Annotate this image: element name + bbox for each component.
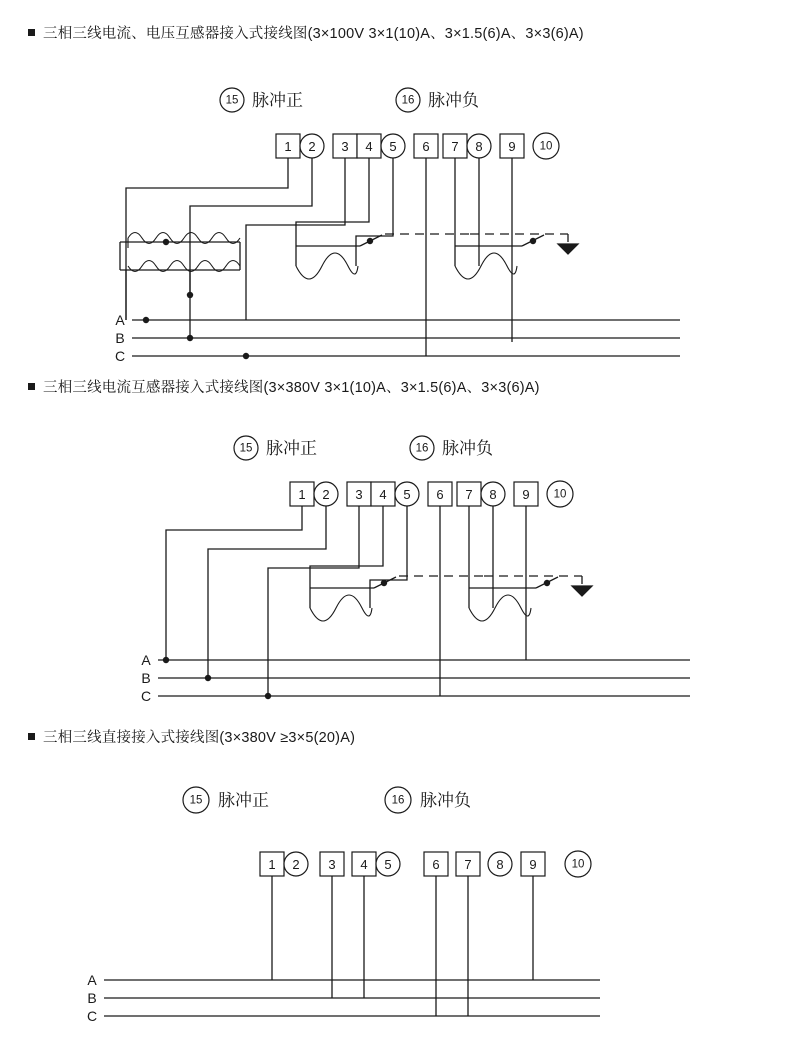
terminal-block-1 xyxy=(276,133,559,159)
svg-text:16: 16 xyxy=(415,442,429,455)
bullet-icon-1 xyxy=(28,29,35,36)
svg-text:1: 1 xyxy=(298,487,306,502)
svg-text:B: B xyxy=(141,670,151,686)
svg-text:15: 15 xyxy=(225,94,239,107)
svg-text:7: 7 xyxy=(451,139,459,154)
svg-text:B: B xyxy=(87,990,97,1006)
svg-text:脉冲正: 脉冲正 xyxy=(218,791,269,810)
svg-text:2: 2 xyxy=(308,139,316,154)
svg-text:6: 6 xyxy=(422,139,430,154)
svg-text:6: 6 xyxy=(436,487,444,502)
svg-text:C: C xyxy=(114,348,126,364)
wiring-1 xyxy=(115,158,680,364)
svg-text:8: 8 xyxy=(496,857,504,872)
diagram-1-svg xyxy=(0,70,790,375)
svg-text:脉冲负: 脉冲负 xyxy=(428,91,479,110)
svg-text:10: 10 xyxy=(571,858,585,871)
diagram-2-svg xyxy=(0,418,790,718)
svg-text:3: 3 xyxy=(355,487,363,502)
svg-text:C: C xyxy=(140,688,152,704)
bullet-icon-3 xyxy=(28,733,35,740)
svg-text:6: 6 xyxy=(432,857,440,872)
svg-text:A: A xyxy=(141,652,151,668)
svg-text:脉冲负: 脉冲负 xyxy=(442,439,493,458)
svg-text:15: 15 xyxy=(239,442,253,455)
pulse-positive-3 xyxy=(183,787,269,813)
svg-text:2: 2 xyxy=(322,487,330,502)
svg-text:7: 7 xyxy=(465,487,473,502)
terminal-block-2 xyxy=(290,481,573,507)
svg-text:16: 16 xyxy=(401,94,415,107)
svg-text:2: 2 xyxy=(292,857,300,872)
svg-text:脉冲正: 脉冲正 xyxy=(252,91,303,110)
terminal-block-3 xyxy=(260,851,591,877)
section-title-1: 三相三线电流、电压互感器接入式接线图(3×100V 3×1(10)A、3×1.5(6)A、3×3(6)A) xyxy=(28,22,584,43)
diagram-3-svg xyxy=(0,770,790,1050)
diagram-1 xyxy=(0,70,790,375)
svg-text:9: 9 xyxy=(508,139,516,154)
section-title-3: 三相三线直接接入式接线图(3×380V ≥3×5(20)A) xyxy=(28,726,355,747)
svg-text:4: 4 xyxy=(379,487,387,502)
diagram-3 xyxy=(0,770,790,1050)
svg-text:A: A xyxy=(115,312,125,328)
pulse-negative-2 xyxy=(410,436,493,460)
svg-text:1: 1 xyxy=(284,139,292,154)
svg-text:10: 10 xyxy=(539,140,553,153)
svg-text:4: 4 xyxy=(365,139,373,154)
pulse-positive-2 xyxy=(234,436,317,460)
svg-text:脉冲负: 脉冲负 xyxy=(420,791,471,810)
pulse-negative-1 xyxy=(396,88,479,112)
svg-text:10: 10 xyxy=(553,488,567,501)
wiring-3 xyxy=(87,876,600,1024)
svg-text:1: 1 xyxy=(268,857,276,872)
svg-text:7: 7 xyxy=(464,857,472,872)
pulse-negative-3 xyxy=(385,787,471,813)
section-title-2: 三相三线电流互感器接入式接线图(3×380V 3×1(10)A、3×1.5(6)A、3×3(6)A) xyxy=(28,376,540,397)
svg-text:C: C xyxy=(86,1008,98,1024)
wiring-2 xyxy=(141,506,690,704)
svg-text:9: 9 xyxy=(522,487,530,502)
svg-text:脉冲正: 脉冲正 xyxy=(266,439,317,458)
svg-text:9: 9 xyxy=(529,857,537,872)
svg-text:3: 3 xyxy=(341,139,349,154)
svg-text:15: 15 xyxy=(189,794,203,807)
svg-text:3: 3 xyxy=(328,857,336,872)
svg-text:8: 8 xyxy=(475,139,483,154)
pulse-positive-1 xyxy=(220,88,303,112)
svg-text:5: 5 xyxy=(389,139,397,154)
svg-text:8: 8 xyxy=(489,487,497,502)
bullet-icon-2 xyxy=(28,383,35,390)
svg-text:A: A xyxy=(87,972,97,988)
svg-text:5: 5 xyxy=(403,487,411,502)
svg-text:5: 5 xyxy=(384,857,392,872)
svg-text:16: 16 xyxy=(391,794,405,807)
diagram-2 xyxy=(0,418,790,718)
svg-text:B: B xyxy=(115,330,125,346)
svg-text:4: 4 xyxy=(360,857,368,872)
